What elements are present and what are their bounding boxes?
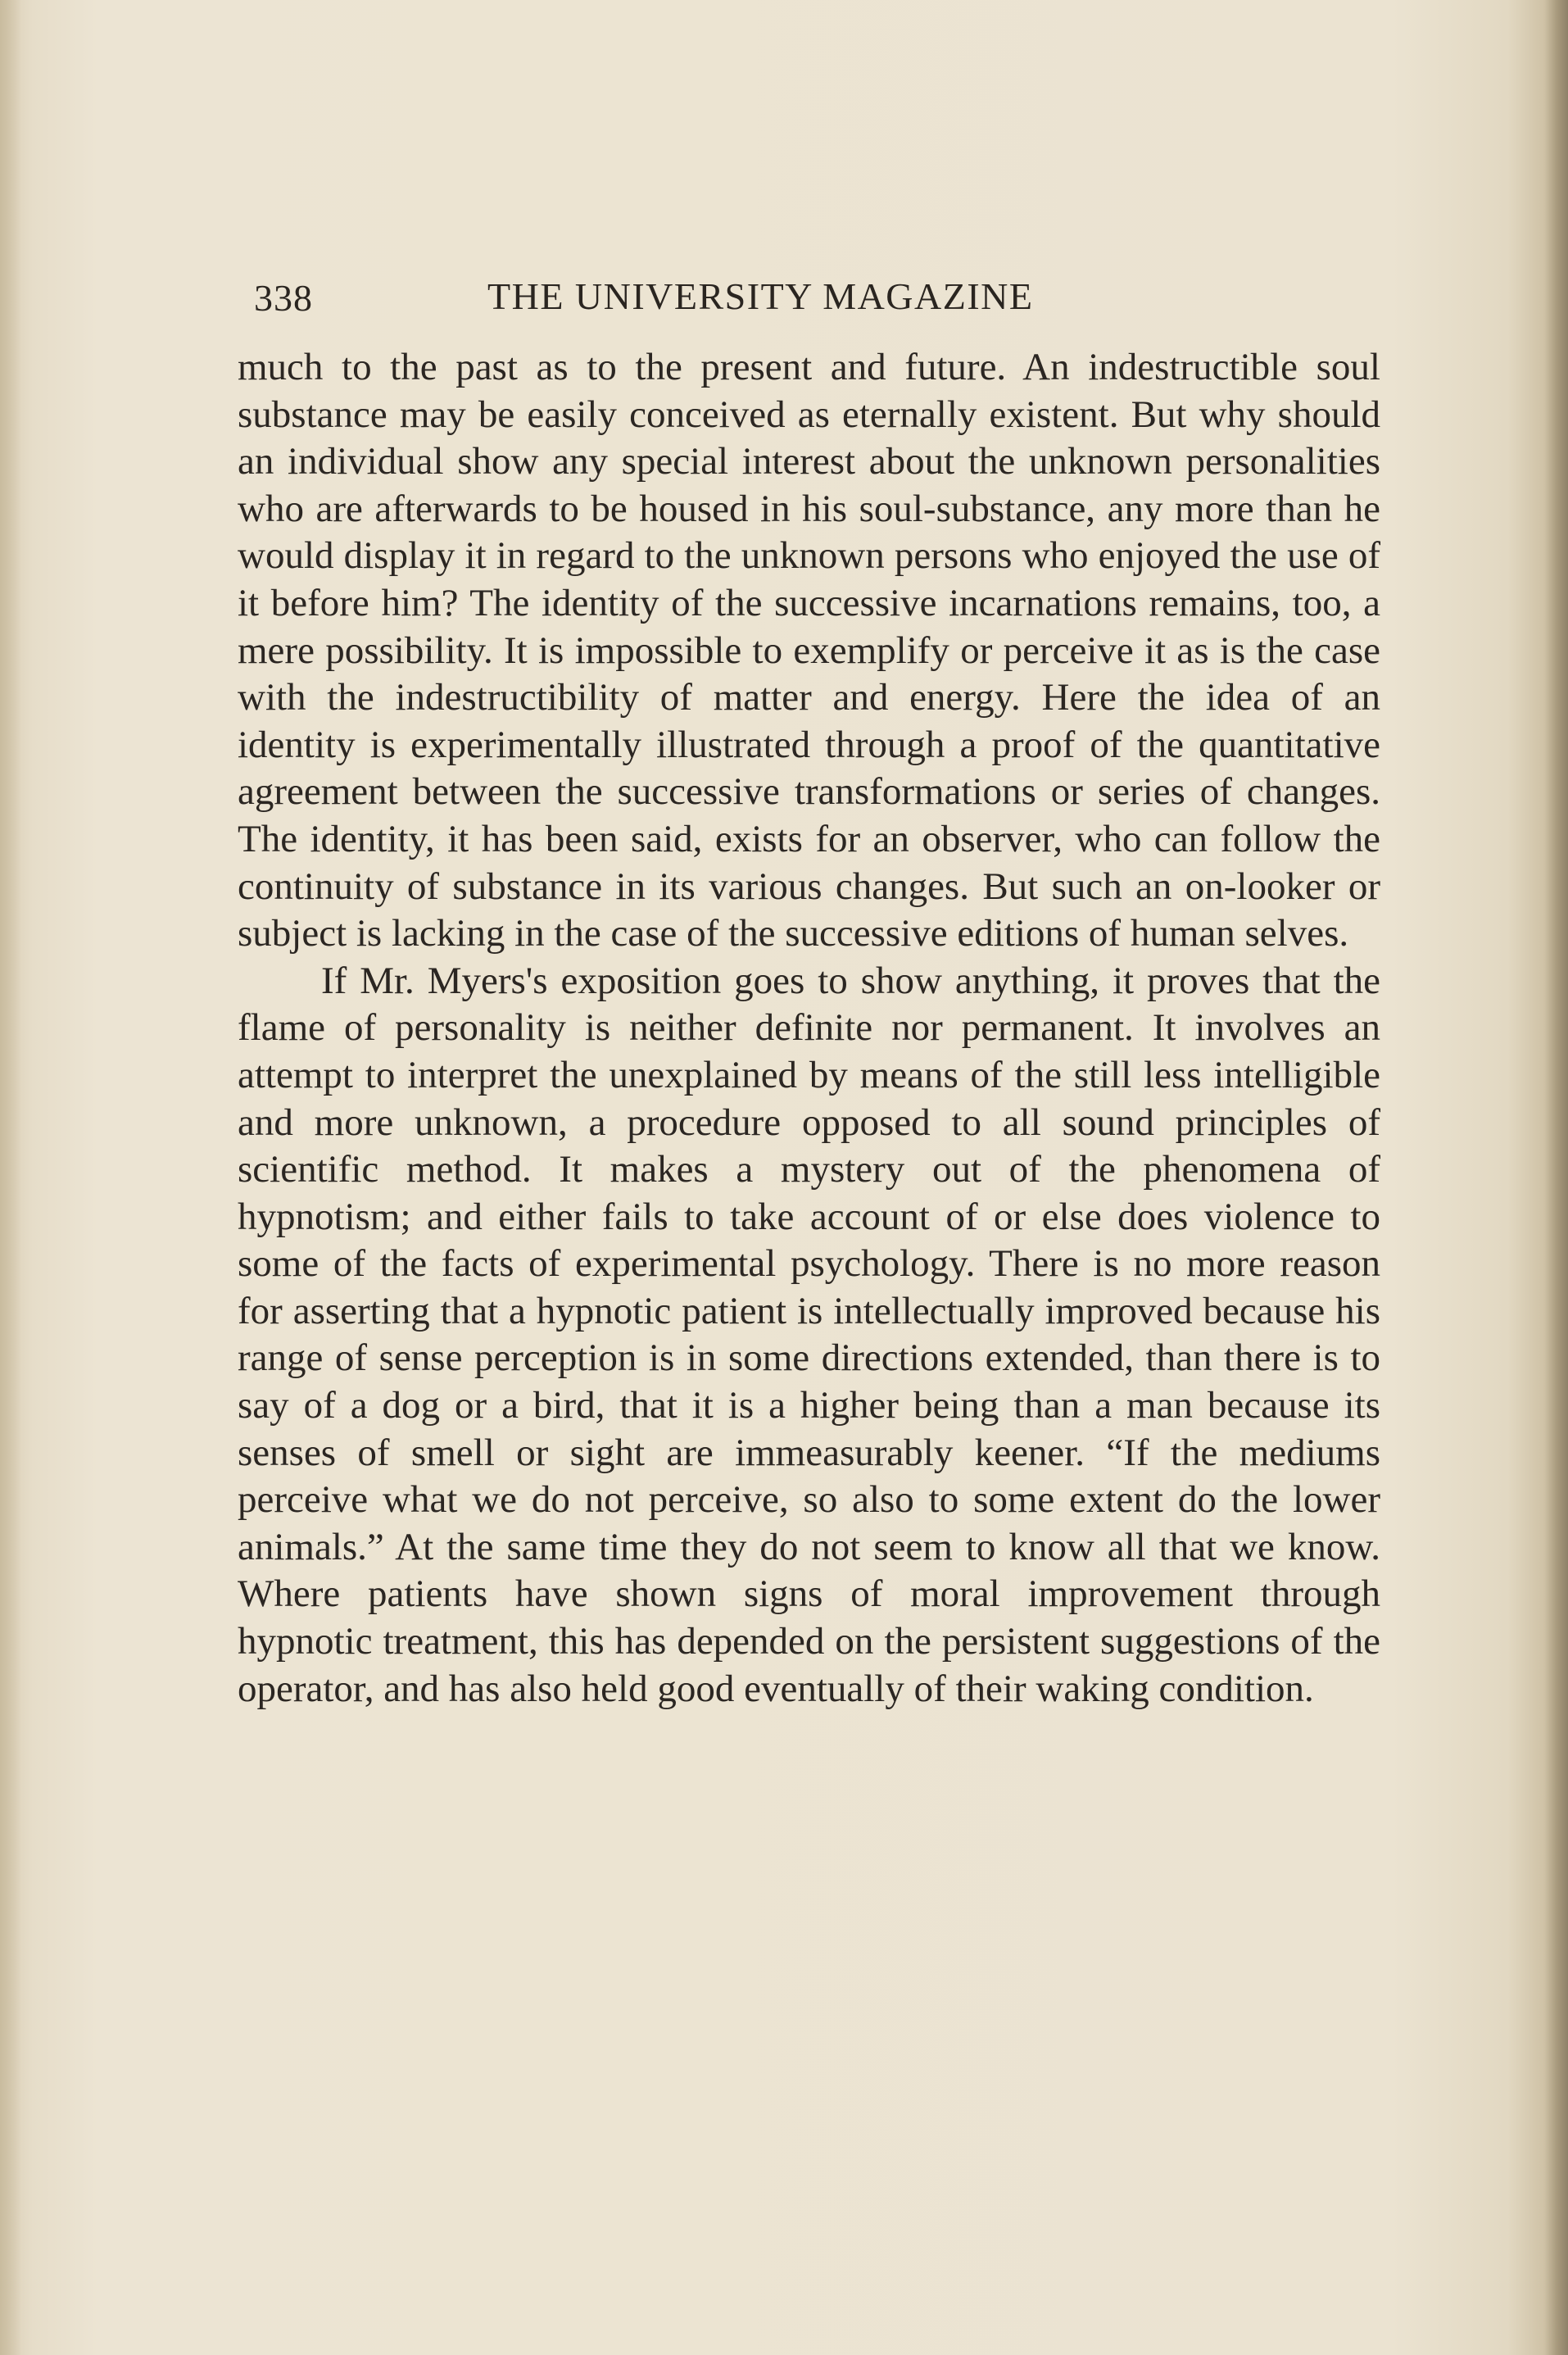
- paragraph-1: much to the past as to the present and future. An indestructible soul substance may be easily conceived as eternally existent. But why should an individual show any special interest about the unknown personalities who are afterwards to be housed in his soul-substance, any more than he would display it in regard to the unknown persons who enjoyed the use of it before him? The identity of the successive incarnations remains, too, a mere possibility. It is impossible to exemplify or perceive it as is the case with the indestructibility of matter and energy. Here the idea of an identity is experimentally illustrated through a proof of the quantitative agreement between the successive transformations or series of changes. The identity, it has been said, exists for an observer, who can follow the continuity of substance in its various changes. But such an on-looker or subject is lacking in the case of the successive editions of human selves.: [238, 346, 1380, 955]
- page-header: [254, 266, 1122, 332]
- body-text: [238, 344, 1380, 1713]
- running-head: THE UNIVERSITY MAGAZINE: [487, 275, 1034, 317]
- page-number: 338: [254, 277, 313, 319]
- paragraph-2: If Mr. Myers's exposition goes to show anything, it proves that the flame of personality is neither definite nor permanent. It involves an attempt to interpret the unexplained by means of the still less intelligible and more unknown, a procedure opposed to all sound principles of scientific method. It makes a mystery out of the phenomena of hypnotism; and either fails to take account of or else does violence to some of the facts of experimental psychology. There is no more reason for asserting that a hypnotic patient is intellectually improved because his range of sense perception is in some directions extended, than there is to say of a dog or a bird, that it is a higher being than a man because its senses of smell or sight are immeasurably keener. “If the mediums perceive what we do not perceive, so also to some extent do the lower animals.” At the same time they do not seem to know all that we know. Where patients have shown signs of moral improvement through hypnotic treatment, this has depended on the persistent suggestions of the operator, and has also held good eventually of their waking condition.: [238, 959, 1380, 1710]
